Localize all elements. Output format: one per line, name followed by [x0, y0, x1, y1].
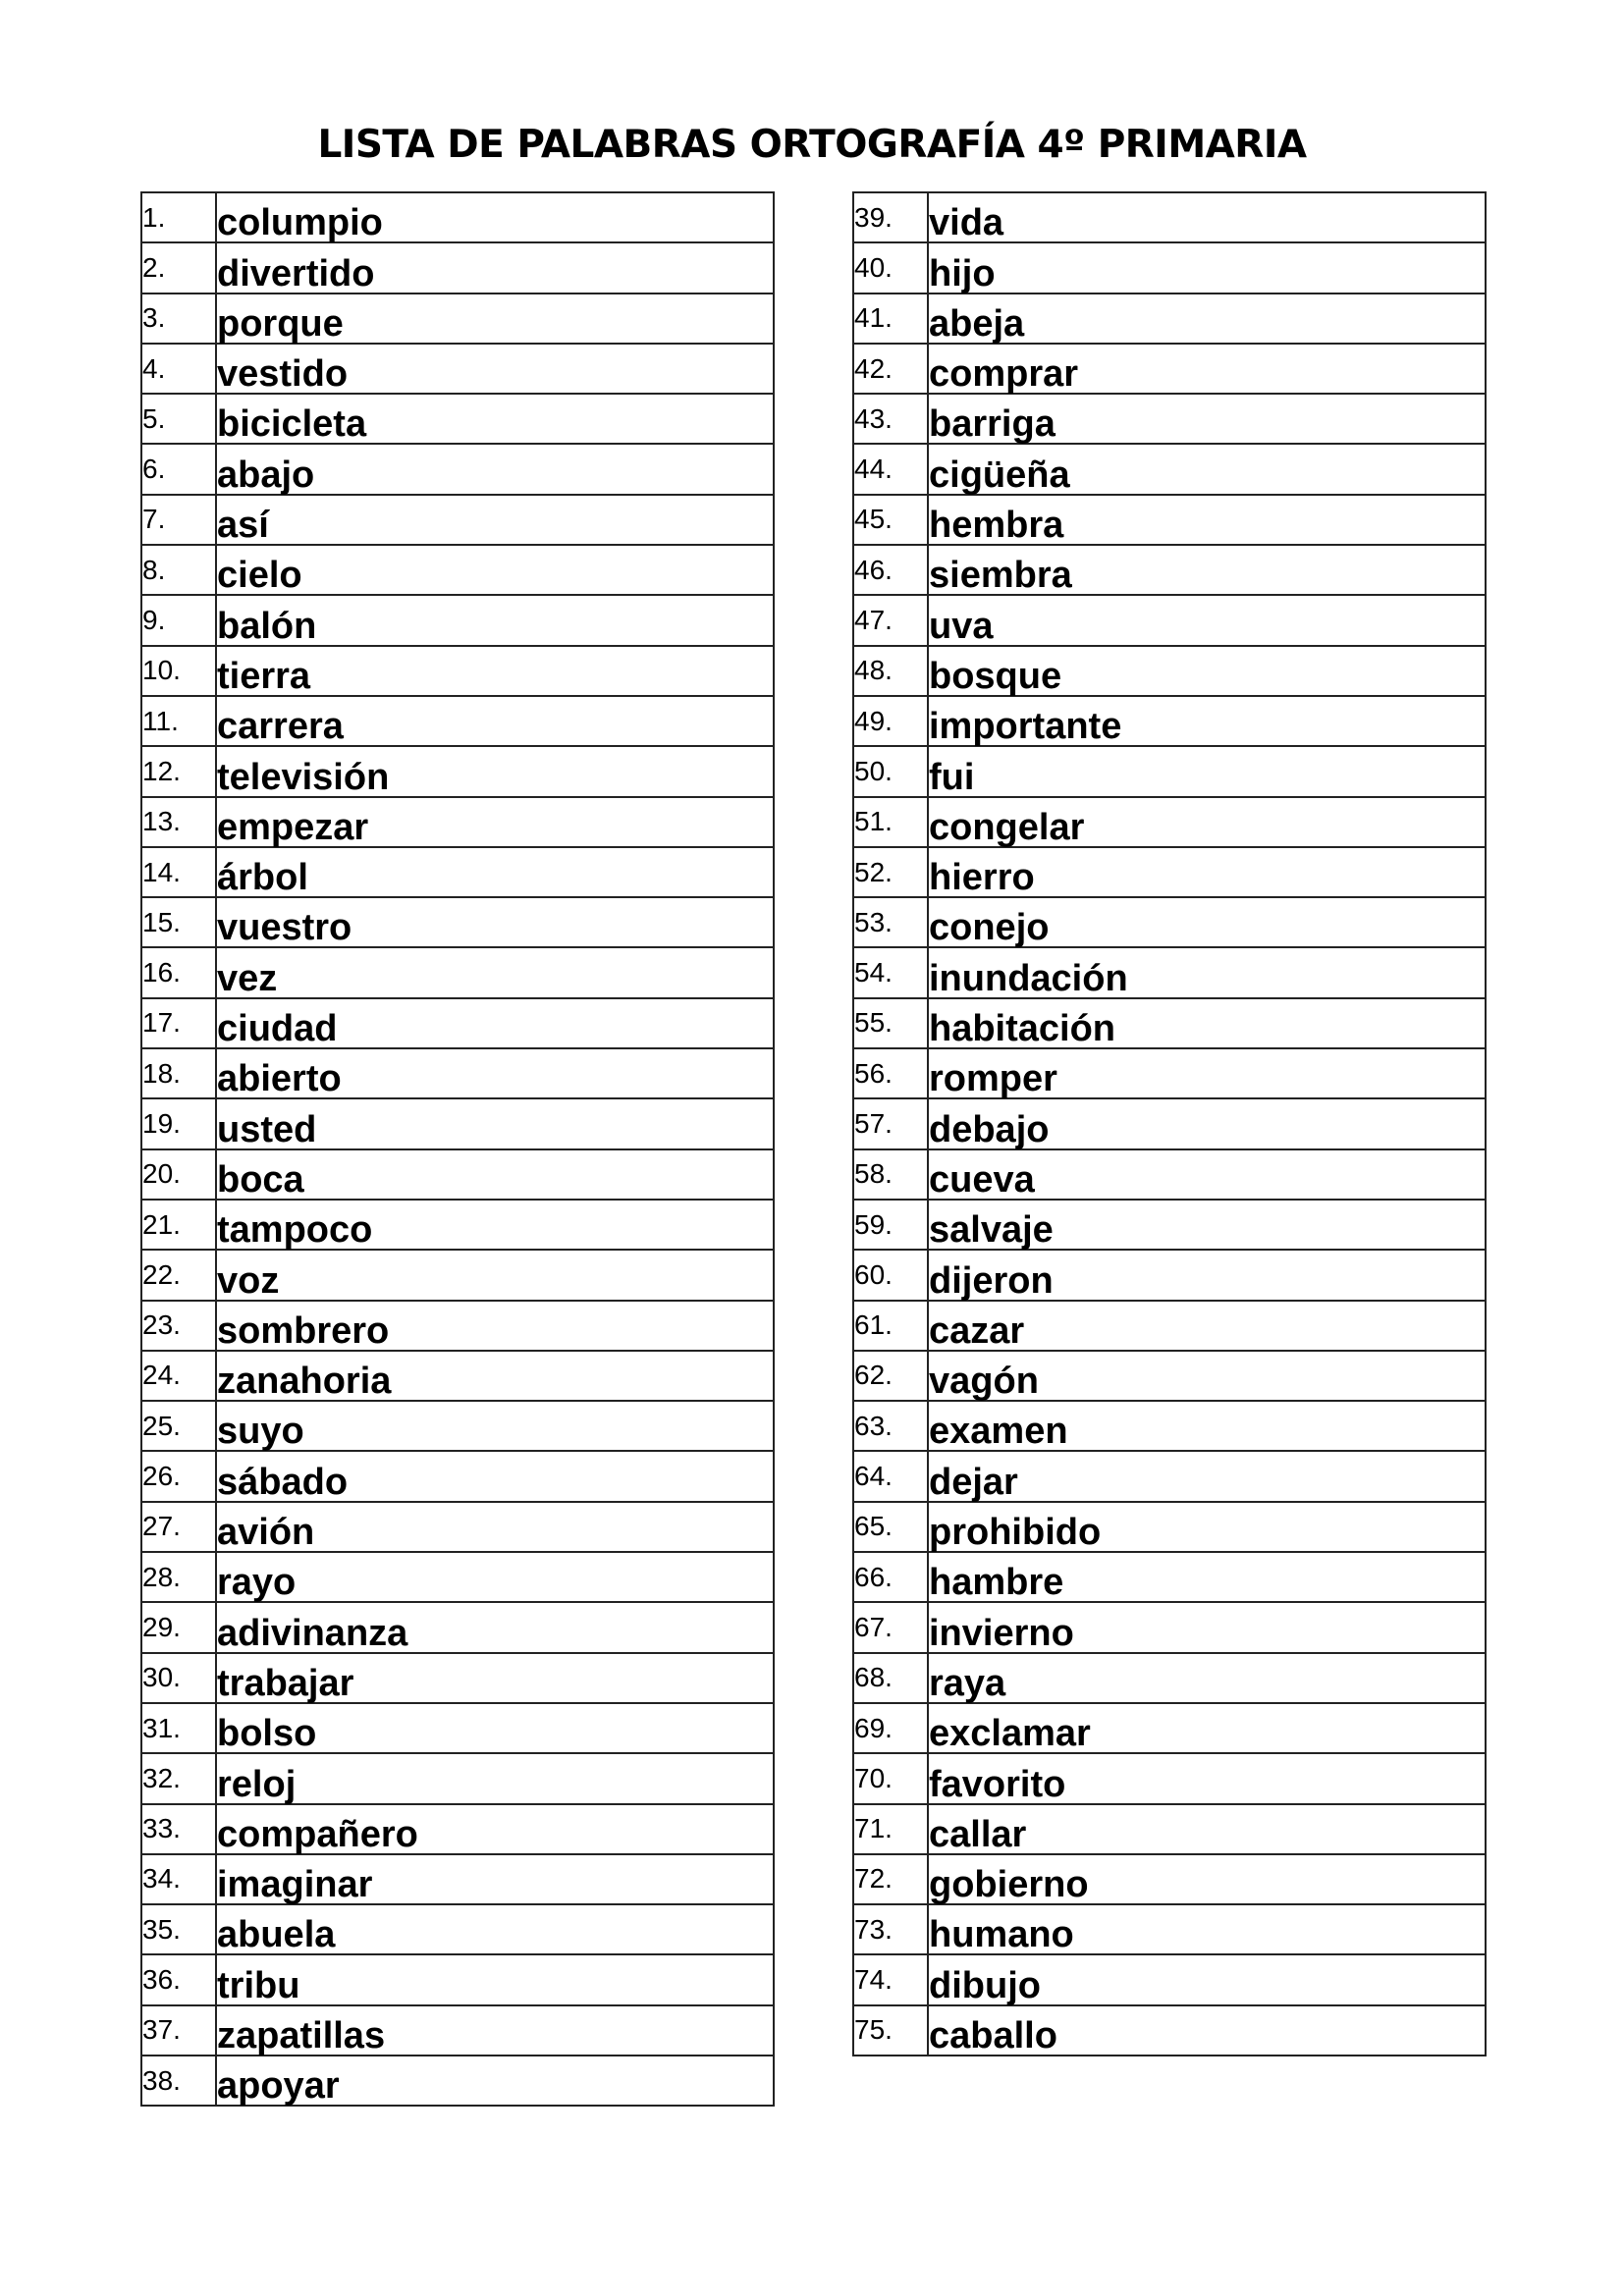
row-number: 67. [853, 1602, 928, 1652]
row-number: 14. [141, 847, 216, 897]
row-word: gobierno [928, 1854, 1486, 1904]
word-list-left [140, 191, 775, 2107]
table-row [853, 1451, 1486, 1501]
row-word: bosque [928, 646, 1486, 696]
row-word: cueva [928, 1149, 1486, 1200]
row-number: 58. [853, 1149, 928, 1200]
table-row [141, 1048, 774, 1098]
row-number: 8. [141, 545, 216, 595]
table-row [853, 2005, 1486, 2056]
row-number: 68. [853, 1653, 928, 1703]
word-list-right [852, 191, 1487, 2056]
table-row [853, 1401, 1486, 1451]
row-word: suyo [216, 1401, 774, 1451]
row-word: uva [928, 595, 1486, 645]
table-row [853, 1250, 1486, 1300]
table-row [853, 1552, 1486, 1602]
table-row [141, 696, 774, 746]
row-number: 74. [853, 1954, 928, 2004]
row-word: boca [216, 1149, 774, 1200]
table-row [853, 1502, 1486, 1552]
table-row [853, 394, 1486, 444]
row-number: 54. [853, 947, 928, 997]
row-word: invierno [928, 1602, 1486, 1652]
row-word: romper [928, 1048, 1486, 1098]
row-word: humano [928, 1904, 1486, 1954]
row-word: usted [216, 1098, 774, 1148]
row-word: dibujo [928, 1954, 1486, 2004]
table-row [853, 1098, 1486, 1148]
row-number: 42. [853, 344, 928, 394]
row-word: examen [928, 1401, 1486, 1451]
table-row [141, 1904, 774, 1954]
row-word: imaginar [216, 1854, 774, 1904]
row-word: carrera [216, 696, 774, 746]
table-row [853, 1149, 1486, 1200]
table-row [853, 696, 1486, 746]
row-word: sábado [216, 1451, 774, 1501]
row-word: compañero [216, 1804, 774, 1854]
table-row [141, 1954, 774, 2004]
table-row [853, 646, 1486, 696]
row-word: importante [928, 696, 1486, 746]
table-row [141, 1149, 774, 1200]
table-row [141, 1552, 774, 1602]
row-word: árbol [216, 847, 774, 897]
table-row [853, 444, 1486, 494]
row-word: dejar [928, 1451, 1486, 1501]
table-row [141, 394, 774, 444]
row-number: 3. [141, 294, 216, 344]
row-number: 9. [141, 595, 216, 645]
row-number: 11. [141, 696, 216, 746]
table-row [141, 1753, 774, 1803]
table-row [853, 1048, 1486, 1098]
row-word: comprar [928, 344, 1486, 394]
table-row [853, 847, 1486, 897]
table-row [141, 495, 774, 545]
row-word: congelar [928, 797, 1486, 847]
row-number: 59. [853, 1200, 928, 1250]
row-word: zapatillas [216, 2005, 774, 2056]
row-number: 72. [853, 1854, 928, 1904]
table-row [141, 344, 774, 394]
row-word: ciudad [216, 998, 774, 1048]
row-number: 28. [141, 1552, 216, 1602]
table-row [853, 1351, 1486, 1401]
row-word: vagón [928, 1351, 1486, 1401]
table-row [141, 897, 774, 947]
table-row [141, 1502, 774, 1552]
row-word: favorito [928, 1753, 1486, 1803]
table-row [853, 545, 1486, 595]
table-row [141, 947, 774, 997]
row-word: tierra [216, 646, 774, 696]
row-word: dijeron [928, 1250, 1486, 1300]
row-number: 7. [141, 495, 216, 545]
row-number: 20. [141, 1149, 216, 1200]
row-number: 56. [853, 1048, 928, 1098]
row-number: 47. [853, 595, 928, 645]
row-word: divertido [216, 242, 774, 293]
row-word: así [216, 495, 774, 545]
table-row [141, 444, 774, 494]
row-word: vestido [216, 344, 774, 394]
row-word: rayo [216, 1552, 774, 1602]
row-number: 36. [141, 1954, 216, 2004]
row-number: 38. [141, 2056, 216, 2106]
row-word: trabajar [216, 1653, 774, 1703]
table-row [141, 545, 774, 595]
row-number: 51. [853, 797, 928, 847]
row-number: 1. [141, 192, 216, 242]
row-number: 16. [141, 947, 216, 997]
row-word: bicicleta [216, 394, 774, 444]
row-word: cigüeña [928, 444, 1486, 494]
table-row [141, 847, 774, 897]
row-word: debajo [928, 1098, 1486, 1148]
table-row [853, 746, 1486, 796]
table-row [853, 797, 1486, 847]
table-row [853, 1703, 1486, 1753]
row-word: hambre [928, 1552, 1486, 1602]
table-row [141, 242, 774, 293]
table-row [141, 2056, 774, 2106]
table-row [141, 1351, 774, 1401]
row-number: 17. [141, 998, 216, 1048]
row-number: 29. [141, 1602, 216, 1652]
table-row [853, 344, 1486, 394]
row-word: caballo [928, 2005, 1486, 2056]
table-row [141, 2005, 774, 2056]
row-word: abuela [216, 1904, 774, 1954]
row-number: 75. [853, 2005, 928, 2056]
table-row [141, 998, 774, 1048]
row-number: 39. [853, 192, 928, 242]
row-number: 65. [853, 1502, 928, 1552]
row-word: abierto [216, 1048, 774, 1098]
row-number: 21. [141, 1200, 216, 1250]
row-number: 18. [141, 1048, 216, 1098]
row-word: empezar [216, 797, 774, 847]
row-word: raya [928, 1653, 1486, 1703]
table-row [853, 242, 1486, 293]
row-word: siembra [928, 545, 1486, 595]
row-word: exclamar [928, 1703, 1486, 1753]
table-row [141, 1301, 774, 1351]
row-number: 30. [141, 1653, 216, 1703]
row-number: 26. [141, 1451, 216, 1501]
row-number: 37. [141, 2005, 216, 2056]
table-row [853, 1804, 1486, 1854]
row-number: 52. [853, 847, 928, 897]
row-number: 32. [141, 1753, 216, 1803]
page-title: LISTA DE PALABRAS ORTOGRAFÍA 4º PRIMARIA [317, 123, 1307, 167]
row-number: 40. [853, 242, 928, 293]
table-row [141, 192, 774, 242]
row-word: vuestro [216, 897, 774, 947]
row-word: callar [928, 1804, 1486, 1854]
row-number: 60. [853, 1250, 928, 1300]
row-number: 43. [853, 394, 928, 444]
row-word: balón [216, 595, 774, 645]
row-word: hierro [928, 847, 1486, 897]
row-word: apoyar [216, 2056, 774, 2106]
row-number: 49. [853, 696, 928, 746]
row-number: 69. [853, 1703, 928, 1753]
row-number: 62. [853, 1351, 928, 1401]
row-word: avión [216, 1502, 774, 1552]
table-row [141, 797, 774, 847]
table-row [141, 646, 774, 696]
table-row [853, 1200, 1486, 1250]
row-number: 41. [853, 294, 928, 344]
row-number: 12. [141, 746, 216, 796]
row-number: 48. [853, 646, 928, 696]
row-number: 24. [141, 1351, 216, 1401]
table-row [141, 1653, 774, 1703]
row-number: 5. [141, 394, 216, 444]
row-number: 34. [141, 1854, 216, 1904]
row-word: vida [928, 192, 1486, 242]
row-word: sombrero [216, 1301, 774, 1351]
row-word: adivinanza [216, 1602, 774, 1652]
row-number: 73. [853, 1904, 928, 1954]
row-number: 33. [141, 1804, 216, 1854]
row-word: fui [928, 746, 1486, 796]
table-row [853, 1954, 1486, 2004]
row-number: 35. [141, 1904, 216, 1954]
row-word: habitación [928, 998, 1486, 1048]
row-number: 64. [853, 1451, 928, 1501]
row-word: cielo [216, 545, 774, 595]
table-row [141, 1200, 774, 1250]
row-word: bolso [216, 1703, 774, 1753]
table-row [853, 1653, 1486, 1703]
table-row [141, 1804, 774, 1854]
row-number: 10. [141, 646, 216, 696]
row-word: televisión [216, 746, 774, 796]
row-word: hijo [928, 242, 1486, 293]
row-number: 63. [853, 1401, 928, 1451]
table-row [141, 1250, 774, 1300]
row-number: 44. [853, 444, 928, 494]
row-word: reloj [216, 1753, 774, 1803]
row-number: 19. [141, 1098, 216, 1148]
table-row [141, 294, 774, 344]
row-number: 57. [853, 1098, 928, 1148]
table-row [141, 595, 774, 645]
row-word: barriga [928, 394, 1486, 444]
row-number: 66. [853, 1552, 928, 1602]
table-row [141, 1854, 774, 1904]
row-word: hembra [928, 495, 1486, 545]
row-number: 13. [141, 797, 216, 847]
table-row [141, 1401, 774, 1451]
table-row [141, 1451, 774, 1501]
row-word: tampoco [216, 1200, 774, 1250]
row-number: 2. [141, 242, 216, 293]
row-number: 50. [853, 746, 928, 796]
table-row [853, 1904, 1486, 1954]
row-number: 55. [853, 998, 928, 1048]
row-word: conejo [928, 897, 1486, 947]
row-number: 22. [141, 1250, 216, 1300]
table-row [141, 1602, 774, 1652]
table-row [853, 1301, 1486, 1351]
row-word: columpio [216, 192, 774, 242]
row-word: zanahoria [216, 1351, 774, 1401]
table-row [853, 294, 1486, 344]
table-row [141, 746, 774, 796]
row-number: 6. [141, 444, 216, 494]
row-word: voz [216, 1250, 774, 1300]
row-number: 15. [141, 897, 216, 947]
table-row [853, 192, 1486, 242]
row-word: inundación [928, 947, 1486, 997]
table-row [853, 998, 1486, 1048]
row-word: prohibido [928, 1502, 1486, 1552]
row-number: 23. [141, 1301, 216, 1351]
row-word: porque [216, 294, 774, 344]
table-row [853, 897, 1486, 947]
row-number: 53. [853, 897, 928, 947]
table-row [141, 1703, 774, 1753]
row-number: 46. [853, 545, 928, 595]
row-number: 27. [141, 1502, 216, 1552]
table-row [141, 1098, 774, 1148]
row-word: cazar [928, 1301, 1486, 1351]
table-row [853, 947, 1486, 997]
row-word: abeja [928, 294, 1486, 344]
row-number: 25. [141, 1401, 216, 1451]
row-number: 31. [141, 1703, 216, 1753]
row-number: 61. [853, 1301, 928, 1351]
table-row [853, 1854, 1486, 1904]
row-word: salvaje [928, 1200, 1486, 1250]
row-number: 71. [853, 1804, 928, 1854]
row-word: vez [216, 947, 774, 997]
row-word: tribu [216, 1954, 774, 2004]
row-number: 45. [853, 495, 928, 545]
row-number: 4. [141, 344, 216, 394]
table-row [853, 495, 1486, 545]
table-row [853, 595, 1486, 645]
row-number: 70. [853, 1753, 928, 1803]
table-row [853, 1602, 1486, 1652]
row-word: abajo [216, 444, 774, 494]
table-row [853, 1753, 1486, 1803]
